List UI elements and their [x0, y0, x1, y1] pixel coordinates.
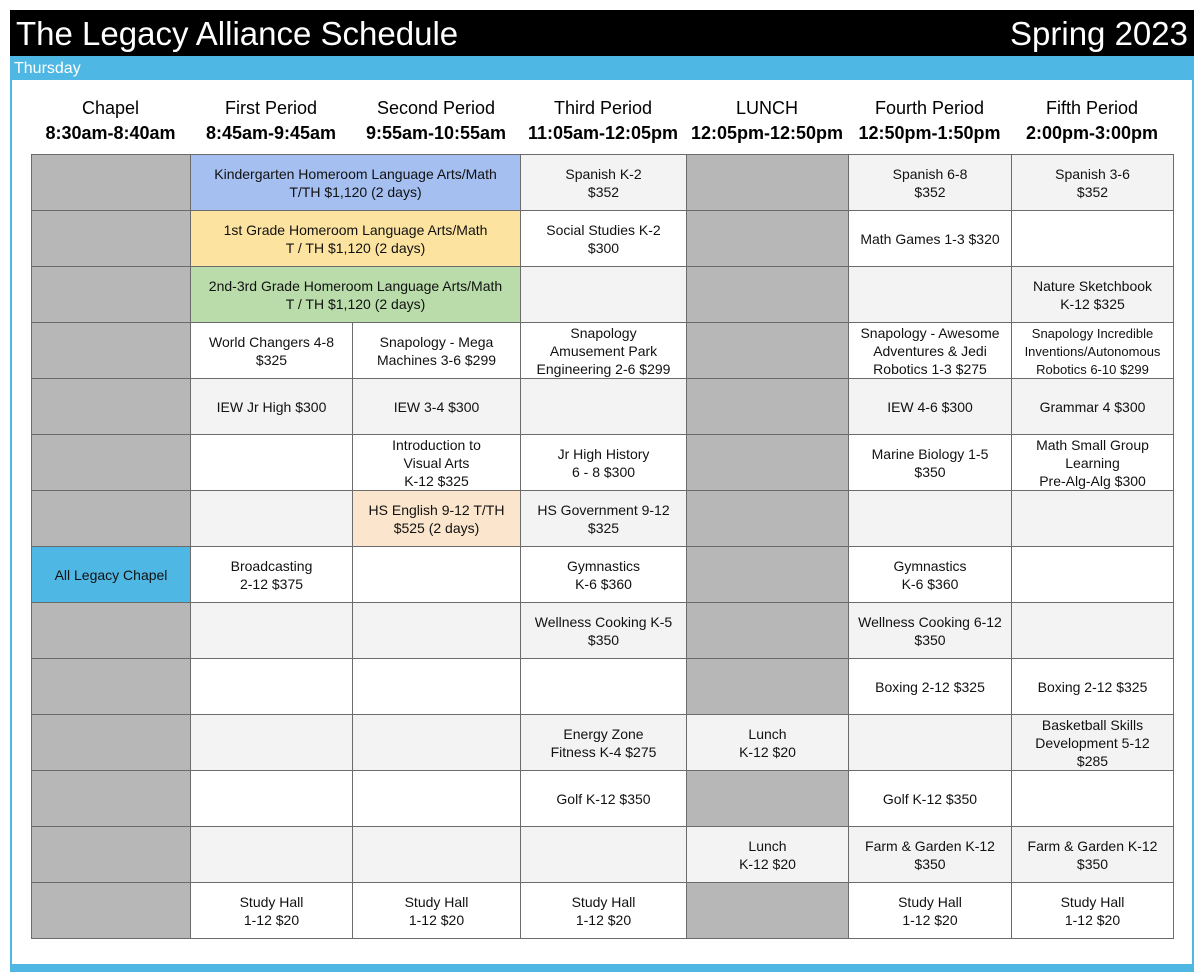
column-header-chapel: [31, 96, 190, 146]
class-cell: [1012, 771, 1174, 827]
class-label: Energy Zone Fitness K-4 $275: [550, 725, 657, 760]
column-name: Third Period: [553, 98, 653, 118]
class-cell: [849, 603, 1012, 659]
lunch-cell: [687, 883, 849, 939]
class-label: Snapology Incredible Inventions/Autonomous Robotics 6-10 $299: [1024, 325, 1161, 377]
class-cell: [849, 267, 1012, 323]
class-label: Spanish 3-6 $352: [1055, 165, 1130, 200]
column-name: First Period: [224, 98, 318, 118]
schedule-header: [10, 10, 1194, 56]
class-label: Spanish 6-8 $352: [892, 165, 968, 200]
chapel-cell: [32, 547, 191, 603]
lunch-cell: [687, 155, 849, 211]
table-row: [32, 827, 1174, 883]
chapel-cell: [32, 771, 191, 827]
lunch-cell: [687, 379, 849, 435]
table-row: [32, 883, 1174, 939]
class-label: Gymnastics K-6 $360: [893, 557, 967, 592]
table-row: [32, 435, 1174, 491]
class-cell: [191, 659, 353, 715]
class-cell: [353, 435, 521, 491]
class-cell: [1012, 827, 1174, 883]
class-cell: [1012, 659, 1174, 715]
column-time: 8:30am-8:40am: [45, 123, 176, 143]
class-cell: [353, 379, 521, 435]
table-row: [32, 715, 1174, 771]
class-label: Study Hall 1-12 $20: [1060, 893, 1125, 928]
class-cell: [191, 715, 353, 771]
schedule-title: The Legacy Alliance Schedule: [16, 15, 459, 52]
class-cell: [353, 771, 521, 827]
chapel-cell: [32, 155, 191, 211]
class-label: Lunch K-12 $20: [739, 837, 796, 872]
class-cell: [1012, 547, 1174, 603]
column-header-fifth-period: [1011, 96, 1173, 146]
class-cell: [353, 491, 521, 547]
lunch-cell: [687, 211, 849, 267]
class-cell: [353, 603, 521, 659]
class-cell: [521, 323, 687, 379]
chapel-cell: [32, 603, 191, 659]
table-row: [32, 155, 1174, 211]
class-label: 2nd-3rd Grade Homeroom Language Arts/Math T / TH $1,120 (2 days): [208, 277, 503, 312]
class-label: Golf K-12 $350: [556, 790, 651, 807]
column-time: 2:00pm-3:00pm: [1025, 123, 1159, 143]
class-label: Wellness Cooking K-5 $350: [534, 613, 673, 648]
table-row: [32, 491, 1174, 547]
class-label: Marine Biology 1-5 $350: [871, 445, 989, 480]
class-cell: [191, 491, 353, 547]
column-header-fourth-period: [848, 96, 1011, 146]
class-label: All Legacy Chapel: [54, 566, 168, 583]
class-label: Boxing 2-12 $325: [1037, 678, 1148, 695]
class-cell: [849, 491, 1012, 547]
class-label: Social Studies K-2 $300: [546, 221, 661, 256]
class-cell: [521, 659, 687, 715]
class-label: IEW 4-6 $300: [887, 398, 973, 415]
day-label: Thursday: [14, 60, 81, 77]
class-cell: [1012, 883, 1174, 939]
class-cell: [849, 323, 1012, 379]
column-name: Fifth Period: [1045, 98, 1139, 118]
class-cell: [849, 771, 1012, 827]
column-name: Fourth Period: [874, 98, 985, 118]
table-row: [32, 547, 1174, 603]
class-label: Snapology - Mega Machines 3-6 $299: [376, 333, 497, 368]
class-label: IEW 3-4 $300: [393, 398, 480, 415]
class-cell: [849, 155, 1012, 211]
lunch-cell: [687, 771, 849, 827]
table-row: [32, 379, 1174, 435]
column-time: 12:05pm-12:50pm: [690, 123, 844, 143]
class-label: Basketball Skills Development 5-12 $285: [1035, 716, 1150, 769]
class-cell: [1012, 211, 1174, 267]
class-cell: [1012, 491, 1174, 547]
class-label: Study Hall 1-12 $20: [239, 893, 304, 928]
column-header-second-period: [352, 96, 520, 146]
class-cell: [191, 771, 353, 827]
class-cell: [1012, 715, 1174, 771]
class-cell: [521, 267, 687, 323]
class-cell: [521, 547, 687, 603]
lunch-cell: [687, 267, 849, 323]
class-cell: [521, 211, 687, 267]
class-cell: [1012, 155, 1174, 211]
class-label: Math Games 1-3 $320: [860, 230, 1000, 247]
class-label: Grammar 4 $300: [1039, 398, 1146, 415]
class-label: HS Government 9-12 $325: [537, 501, 670, 536]
class-cell: [353, 323, 521, 379]
chapel-cell: [32, 491, 191, 547]
class-label: IEW Jr High $300: [216, 398, 327, 415]
class-cell: [521, 491, 687, 547]
class-label: Boxing 2-12 $325: [875, 678, 985, 695]
column-name: LUNCH: [735, 98, 798, 118]
class-cell: [521, 883, 687, 939]
class-label: Snapology Amusement Park Engineering 2-6 $299: [536, 324, 671, 377]
table-row: [32, 603, 1174, 659]
class-cell: [521, 603, 687, 659]
chapel-cell: [32, 827, 191, 883]
class-cell: [849, 547, 1012, 603]
class-cell: [521, 827, 687, 883]
class-label: Lunch K-12 $20: [739, 725, 796, 760]
class-label: World Changers 4-8 $325: [208, 333, 335, 368]
class-label: Spanish K-2 $352: [565, 165, 642, 200]
class-cell: [1012, 435, 1174, 491]
day-bar: [10, 56, 1194, 80]
table-row: [32, 771, 1174, 827]
class-label: Study Hall 1-12 $20: [571, 893, 636, 928]
table-row: [32, 659, 1174, 715]
lunch-cell: [687, 603, 849, 659]
class-label: Farm & Garden K-12 $350: [865, 837, 995, 872]
lunch-cell: [687, 491, 849, 547]
class-cell: [849, 211, 1012, 267]
class-cell: [1012, 323, 1174, 379]
class-cell: [521, 715, 687, 771]
column-header-first-period: [190, 96, 352, 146]
class-label: Farm & Garden K-12 $350: [1027, 837, 1158, 872]
column-time: 8:45am-9:45am: [205, 123, 337, 143]
column-name: Chapel: [81, 98, 140, 118]
chapel-cell: [32, 883, 191, 939]
lunch-cell: [687, 323, 849, 379]
class-cell: [191, 883, 353, 939]
class-label: Nature Sketchbook K-12 $325: [1032, 277, 1153, 312]
class-cell: [353, 659, 521, 715]
class-cell: [353, 883, 521, 939]
class-cell: [849, 659, 1012, 715]
class-label: Broadcasting 2-12 $375: [230, 557, 313, 592]
column-time: 12:50pm-1:50pm: [858, 123, 1001, 143]
chapel-cell: [32, 211, 191, 267]
class-cell: [191, 211, 521, 267]
class-cell: [1012, 603, 1174, 659]
class-label: Snapology - Awesome Adventures & Jedi Robotics 1-3 $275: [860, 324, 1000, 377]
class-cell: [191, 547, 353, 603]
table-row: [32, 323, 1174, 379]
class-label: Study Hall 1-12 $20: [404, 893, 469, 928]
chapel-cell: [32, 715, 191, 771]
class-cell: [1012, 267, 1174, 323]
lunch-cell: [687, 827, 849, 883]
class-cell: [191, 827, 353, 883]
class-label: Wellness Cooking 6-12 $350: [858, 613, 1002, 648]
schedule-grid: [31, 154, 1174, 939]
schedule-term: Spring 2023: [1010, 15, 1188, 52]
class-label: Golf K-12 $350: [882, 790, 978, 807]
class-label: Kindergarten Homeroom Language Arts/Math T/TH $1,120 (2 days): [214, 165, 497, 200]
column-header-third-period: [520, 96, 686, 146]
class-cell: [191, 603, 353, 659]
chapel-cell: [32, 267, 191, 323]
class-label: Gymnastics K-6 $360: [566, 557, 641, 592]
lunch-cell: [687, 435, 849, 491]
column-time: 11:05am-12:05pm: [527, 123, 679, 143]
class-cell: [849, 379, 1012, 435]
class-label: 1st Grade Homeroom Language Arts/Math T / TH $1,120 (2 days): [223, 221, 488, 256]
chapel-cell: [32, 379, 191, 435]
class-cell: [353, 547, 521, 603]
class-cell: [191, 435, 353, 491]
table-row: [32, 267, 1174, 323]
class-label: Math Small Group Learning Pre-Alg-Alg $300: [1036, 436, 1149, 489]
class-cell: [1012, 379, 1174, 435]
class-cell: [521, 435, 687, 491]
class-cell: [191, 379, 353, 435]
column-header-lunch: [686, 96, 848, 146]
class-label: Introduction to Visual Arts K-12 $325: [392, 436, 481, 489]
lunch-cell: [687, 659, 849, 715]
class-cell: [191, 267, 521, 323]
class-cell: [521, 771, 687, 827]
class-label: Study Hall 1-12 $20: [898, 893, 962, 928]
class-label: Jr High History 6 - 8 $300: [557, 445, 650, 480]
class-cell: [849, 827, 1012, 883]
table-row: [32, 211, 1174, 267]
class-cell: [521, 379, 687, 435]
lunch-cell: [687, 715, 849, 771]
class-cell: [849, 715, 1012, 771]
column-name: Second Period: [376, 98, 496, 118]
chapel-cell: [32, 435, 191, 491]
lunch-cell: [687, 547, 849, 603]
class-cell: [191, 323, 353, 379]
bottom-bar: [10, 964, 1194, 972]
chapel-cell: [32, 323, 191, 379]
column-time: 9:55am-10:55am: [365, 123, 507, 143]
class-cell: [191, 155, 521, 211]
class-cell: [353, 827, 521, 883]
class-cell: [521, 155, 687, 211]
class-cell: [849, 435, 1012, 491]
chapel-cell: [32, 659, 191, 715]
class-cell: [849, 883, 1012, 939]
class-cell: [353, 715, 521, 771]
class-label: HS English 9-12 T/TH $525 (2 days): [368, 501, 505, 536]
